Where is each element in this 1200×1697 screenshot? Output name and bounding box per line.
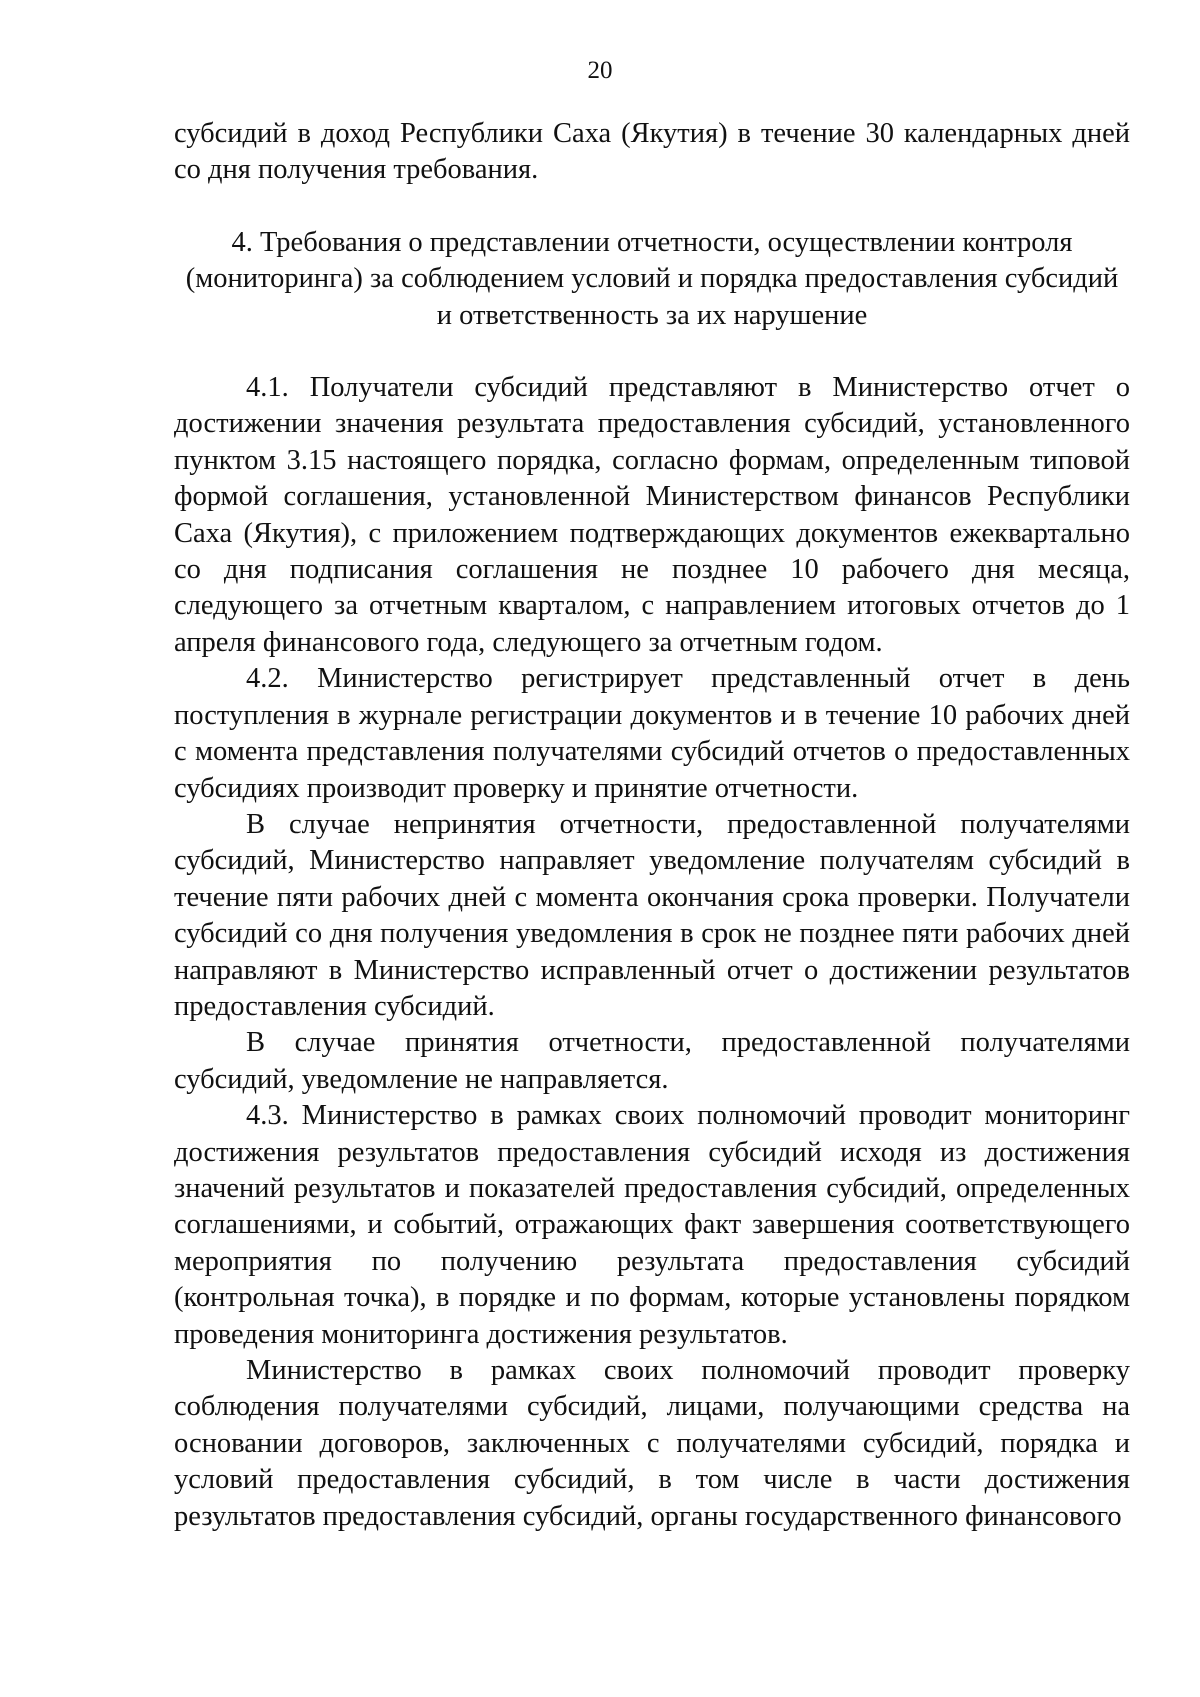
continuation-paragraph: субсидий в доход Республики Саха (Якутия) в течение 30 календарных дней со дня получения требования.: [174, 118, 1130, 186]
page-number: 20: [587, 57, 613, 84]
paragraph-acceptance: В случае принятия отчетности, предоставленной получателями субсидий, уведомление не направляется.: [174, 1027, 1130, 1095]
paragraph-inspection: Министерство в рамках своих полномочий проводит проверку соблюдения получателями субсидий, лицами, получающими средства на основании договоров, заключенных с получателями субсидий, порядка и условий предоставления субсидий, в том числе в части достижения результатов предоставления субсидий, органы государственного финансового: [174, 1355, 1130, 1532]
section-heading: [174, 225, 1130, 334]
paragraph-4-1: 4.1. Получатели субсидий представляют в Министерство отчет о достижении значения результата предоставления субсидий, установленного пунктом 3.15 настоящего порядка, согласно формам, определенным типовой формой соглашения, установленной Министерством финансов Республики Саха (Якутия), с приложением подтверждающих документов ежеквартально со дня подписания соглашения не позднее 10 рабочего дня месяца, следующего за отчетным кварталом, с направлением итоговых отчетов до 1 апреля финансового года, следующего за отчетным годом.: [174, 372, 1130, 658]
paragraph-4-2: 4.2. Министерство регистрирует представленный отчет в день поступления в журнале регистрации документов и в течение 10 рабочих дней с момента представления получателями субсидий отчетов о предоставленных субсидиях производит проверку и принятие отчетности.: [174, 663, 1130, 804]
paragraph-non-acceptance: В случае непринятия отчетности, предоставленной получателями субсидий, Министерство направляет уведомление получателям субсидий в течение пяти рабочих дней с момента окончания срока проверки. Получатели субсидий со дня получения уведомления в срок не позднее пяти рабочих дней направляют в Министерство исправленный отчет о достижении результатов предоставления субсидий.: [174, 808, 1130, 1022]
section-heading-line-2: (мониторинга) за соблюдением условий и порядка предоставления субсидий: [185, 263, 1119, 295]
section-heading-line-1: 4. Требования о представлении отчетности, осуществлении контроля: [231, 226, 1073, 258]
section-heading-line-3: и ответственность за их нарушение: [436, 299, 868, 331]
document-body: [174, 116, 1130, 1535]
paragraph-4-3: 4.3. Министерство в рамках своих полномочий проводит мониторинг достижения результатов предоставления субсидий исходя из достижения значений результатов и показателей предоставления субсидий, определенных соглашениями, и событий, отражающих факт завершения соответствующего мероприятия по получению результата предоставления субсидий (контрольная точка), в порядке и по формам, которые установлены порядком проведения мониторинга достижения результатов.: [174, 1100, 1130, 1350]
